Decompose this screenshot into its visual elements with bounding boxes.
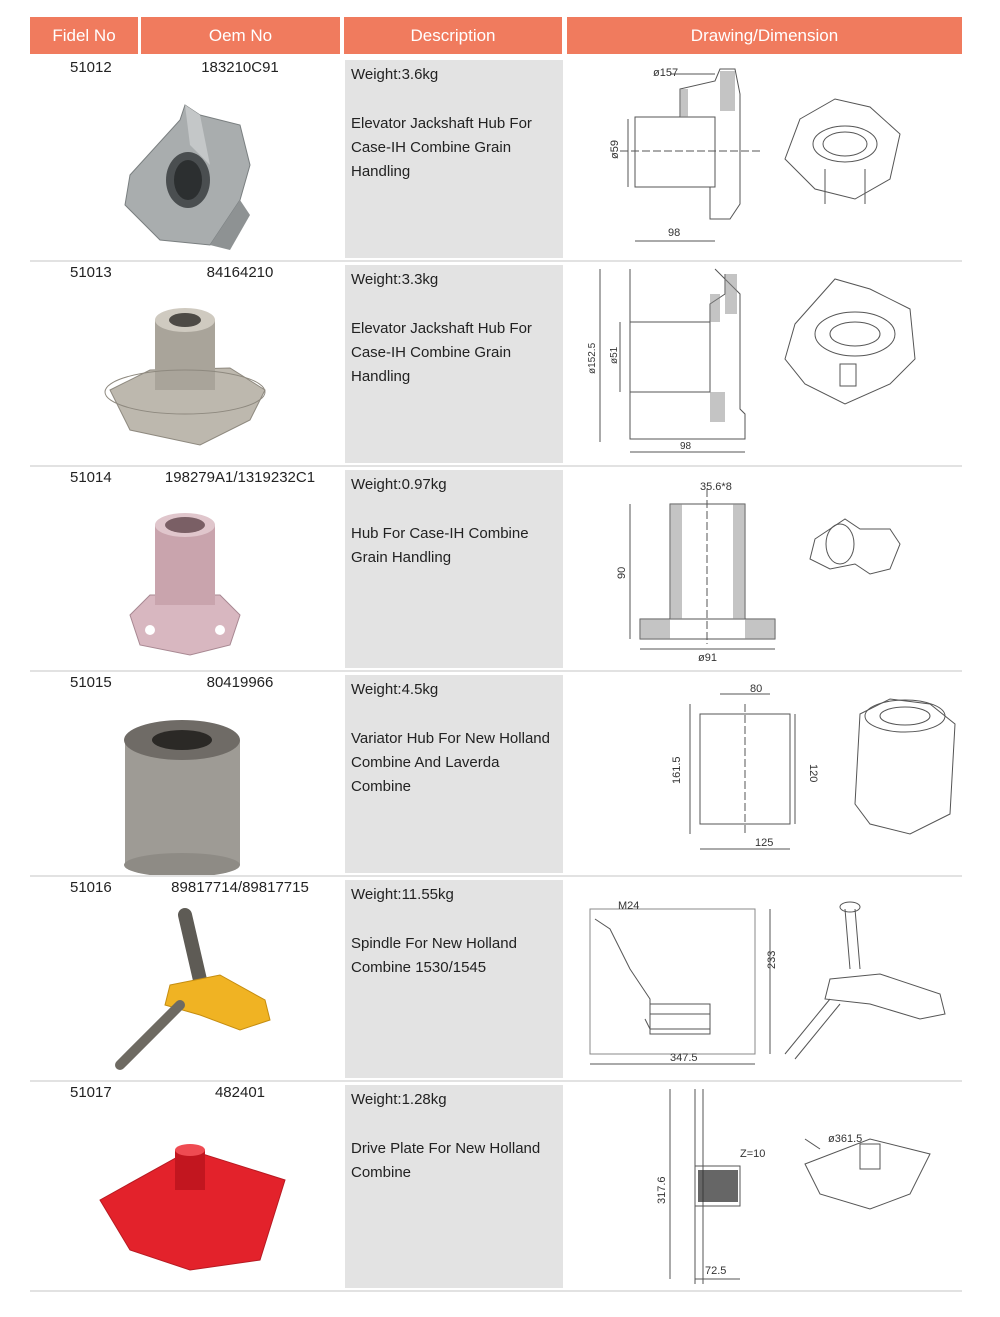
dimension-label: 72.5	[705, 1265, 727, 1277]
part-photo	[90, 290, 280, 465]
description-cell	[345, 1085, 563, 1288]
dimension-label: Z=10	[740, 1148, 766, 1160]
description-text: Hub For Case-IH Combine Grain Handling	[351, 525, 529, 566]
table-row	[30, 467, 962, 672]
weight-label: Weight:0.97kg	[351, 476, 447, 493]
technical-drawing	[570, 59, 965, 254]
oem-number: 198279A1/1319232C1	[164, 469, 316, 486]
header-oem-no: Oem No	[141, 17, 340, 54]
header-drawing-dimension: Drawing/Dimension	[567, 17, 962, 54]
dimension-label: 90	[616, 566, 628, 579]
dimension-label: 125	[755, 837, 774, 849]
dimension-label: 35.6*8	[700, 481, 732, 493]
dimension-label: 233	[766, 950, 778, 969]
description-cell	[345, 470, 563, 668]
row-divider	[30, 1290, 962, 1292]
fidel-number: 51015	[70, 674, 112, 691]
part-photo	[90, 85, 280, 260]
dimension-label: 347.5	[670, 1052, 698, 1064]
dimension-label: 98	[668, 227, 681, 239]
technical-drawing	[570, 1084, 965, 1284]
description-text: Drive Plate For New Holland Combine	[351, 1140, 541, 1181]
description-text: Spindle For New Holland Combine 1530/1545	[351, 935, 517, 976]
description-text: Elevator Jackshaft Hub For Case-IH Combine Grain Handling	[351, 115, 532, 180]
part-photo	[90, 905, 280, 1080]
weight-label: Weight:3.6kg	[351, 66, 439, 83]
dimension-label: ø59	[609, 140, 621, 159]
dimension-label: 317.6	[656, 1176, 668, 1204]
oem-number: 89817714/89817715	[171, 879, 309, 896]
fidel-number: 51013	[70, 264, 112, 281]
description-cell	[345, 675, 563, 873]
part-photo	[90, 1110, 290, 1290]
dimension-label: M24	[618, 900, 640, 912]
table-row	[30, 672, 962, 877]
dimension-label: ø152.5	[587, 342, 598, 374]
oem-number: 84164210	[206, 264, 274, 281]
oem-number: 183210C91	[201, 59, 279, 76]
description-cell	[345, 880, 563, 1078]
weight-label: Weight:11.55kg	[351, 886, 454, 903]
table-row	[30, 1082, 962, 1292]
dimension-label: ø91	[698, 652, 717, 664]
weight-label: Weight:3.3kg	[351, 271, 439, 288]
dimension-label: 80	[750, 683, 763, 695]
description-text: Elevator Jackshaft Hub For Case-IH Combine Grain Handling	[351, 320, 532, 385]
fidel-number: 51012	[70, 59, 112, 76]
dimension-label: 161.5	[671, 756, 683, 784]
header-fidel-no: Fidel No	[30, 17, 138, 54]
technical-drawing	[570, 674, 965, 869]
fidel-number: 51016	[70, 879, 112, 896]
table-row	[30, 877, 962, 1082]
dimension-label: 98	[680, 441, 692, 452]
description-cell	[345, 265, 563, 463]
technical-drawing	[570, 879, 965, 1074]
table-row	[30, 57, 962, 262]
fidel-number: 51017	[70, 1084, 112, 1101]
oem-number: 80419966	[206, 674, 274, 691]
weight-label: Weight:1.28kg	[351, 1091, 447, 1108]
technical-drawing	[570, 264, 965, 459]
dimension-label: ø51	[609, 346, 620, 364]
dimension-label: ø157	[653, 67, 679, 79]
dimension-label: 120	[807, 764, 819, 783]
part-photo	[90, 700, 280, 875]
description-cell	[345, 60, 563, 258]
description-text: Variator Hub For New Holland Combine And Laverda Combine	[351, 730, 550, 795]
header-description: Description	[344, 17, 562, 54]
oem-number: 482401	[214, 1084, 266, 1101]
weight-label: Weight:4.5kg	[351, 681, 439, 698]
dimension-label: ø361.5	[828, 1133, 863, 1145]
technical-drawing	[570, 469, 965, 664]
part-photo	[90, 495, 280, 670]
fidel-number: 51014	[70, 469, 112, 486]
table-row	[30, 262, 962, 467]
